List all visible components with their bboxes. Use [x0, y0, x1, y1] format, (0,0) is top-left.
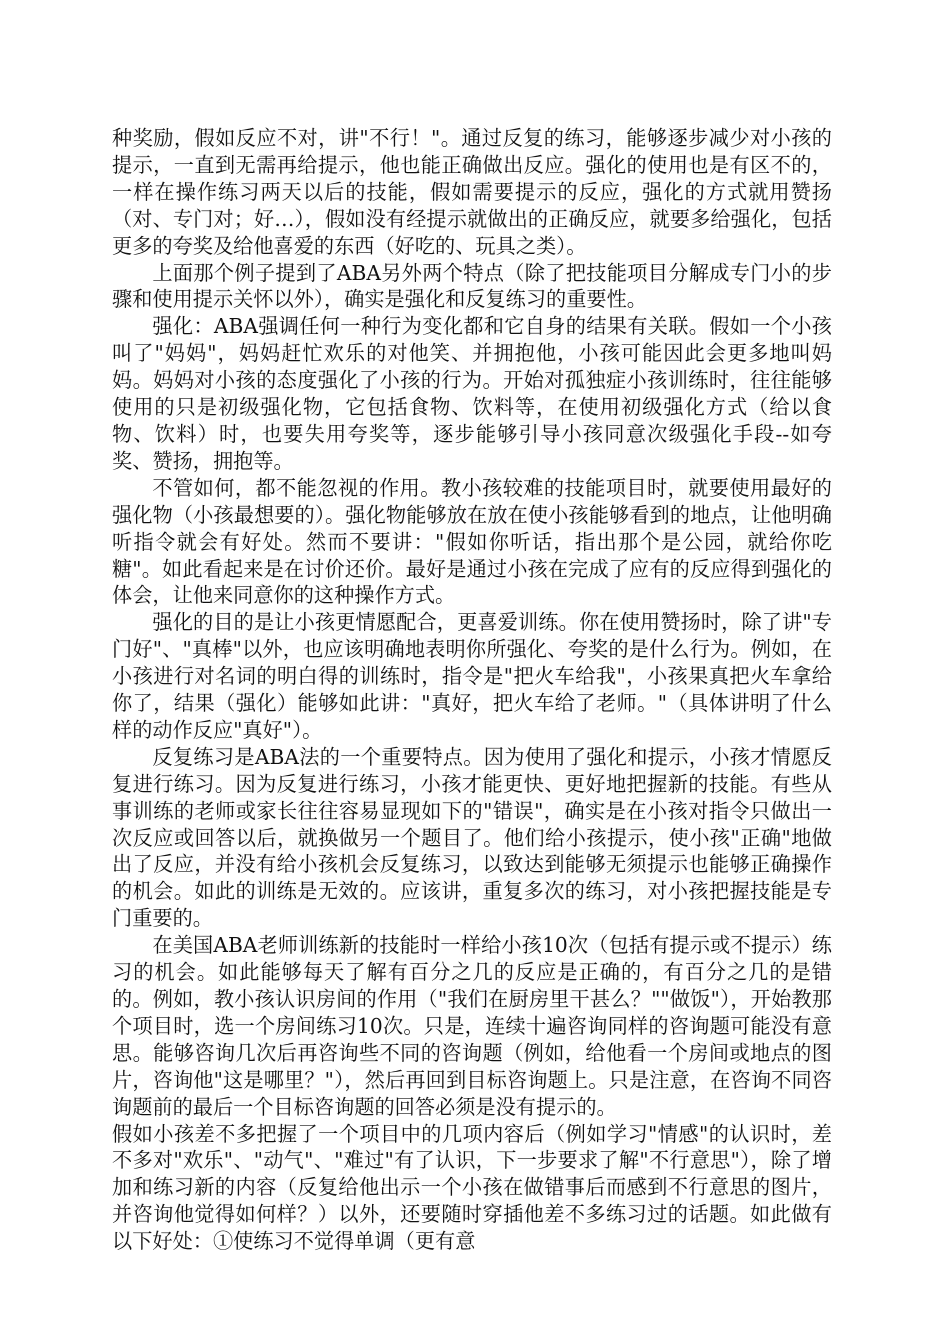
paragraph-4: 不管如何，都不能忽视的作用。教小孩较难的技能项目时，就要使用最好的强化物（小孩最想要的）。强化物能够放在放在使小孩能够看到的地点，让他明确听指令就会有好处。然而不要讲："假如你听话，指出那个是公园，就给你吃糖"。如此看起来是在讨价还价。最好是通过小孩在完成了应有的反应得到强化的体会，让他来同意你的这种操作方式。 [112, 475, 832, 608]
document-body [112, 125, 832, 1255]
paragraph-2: 上面那个例子提到了ABA另外两个特点（除了把技能项目分解成专门小的步骤和使用提示关怀以外），确实是强化和反复练习的重要性。 [112, 260, 832, 312]
paragraph-6: 反复练习是ABA法的一个重要特点。因为使用了强化和提示，小孩才情愿反复进行练习。因为反复进行练习，小孩才能更快、更好地把握新的技能。有些从事训练的老师或家长往往容易显现如下的"错误"，确实是在小孩对指令只做出一次反应或回答以后，就换做另一个题目了。他们给小孩提示，使小孩"正确"地做出了反应，并没有给小孩机会反复练习，以致达到能够无须提示也能够正确操作的机会。如此的训练是无效的。应该讲，重复多次的练习，对小孩把握技能是专门重要的。 [112, 744, 832, 931]
paragraph-8: 假如小孩差不多把握了一个项目中的几项内容后（例如学习"情感"的认识时，差不多对"欢乐"、"动气"、"难过"有了认识，下一步要求了解"不行意思"），除了增加和练习新的内容（反复给他出示一个小孩在做错事后而感到不行意思的图片，并咨询他觉得如何样？）以外，还要随时穿插他差不多练习过的话题。如此做有以下好处：①使练习不觉得单调（更有意 [112, 1121, 832, 1254]
paragraph-3: 强化：ABA强调任何一种行为变化都和它自身的结果有关联。假如一个小孩叫了"妈妈"，妈妈赶忙欢乐的对他笑、并拥抱他，小孩可能因此会更多地叫妈妈。妈妈对小孩的态度强化了小孩的行为。开始对孤独症小孩训练时，往往能够使用的只是初级强化物，它包括食物、饮料等，在使用初级强化方式（给以食物、饮料）时，也要失用夸奖等，逐步能够引导小孩同意次级强化手段--如夸奖、赞扬，拥抱等。 [112, 314, 832, 473]
paragraph-5: 强化的目的是让小孩更情愿配合，更喜爱训练。你在使用赞扬时，除了讲"专门好"、"真棒"以外，也应该明确地表明你所强化、夸奖的是什么行为。例如，在小孩进行对名词的明白得的训练时，指令是"把火车给我"，小孩果真把火车拿给你了，结果（强化）能够如此讲："真好，把火车给了老师。"（具体讲明了什么样的动作反应"真好"）。 [112, 610, 832, 742]
paragraph-1: 种奖励，假如反应不对，讲"不行！"。通过反复的练习，能够逐步减少对小孩的提示，一直到无需再给提示，他也能正确做出反应。强化的使用也是有区不的，一样在操作练习两天以后的技能，假如需要提示的反应，强化的方式就用赞扬（对、专门对；好…），假如没有经提示就做出的正确反应，就要多给强化，包括更多的夸奖及给他喜爱的东西（好吃的、玩具之类）。 [112, 126, 832, 258]
paragraph-7: 在美国ABA老师训练新的技能时一样给小孩10次（包括有提示或不提示）练习的机会。如此能够每天了解有百分之几的反应是正确的，有百分之几的是错的。例如，教小孩认识房间的作用（"我们在厨房里干甚么？""做饭"），开始教那个项目时，选一个房间练习10次。只是，连续十遍咨询同样的咨询题可能没有意思。能够咨询几次后再咨询些不同的咨询题（例如，给他看一个房间或地点的图片，咨询他"这是哪里？"），然后再回到目标咨询题上。只是注意，在咨询不同咨询题前的最后一个目标咨询题的回答必须是没有提示的。 [112, 933, 832, 1119]
